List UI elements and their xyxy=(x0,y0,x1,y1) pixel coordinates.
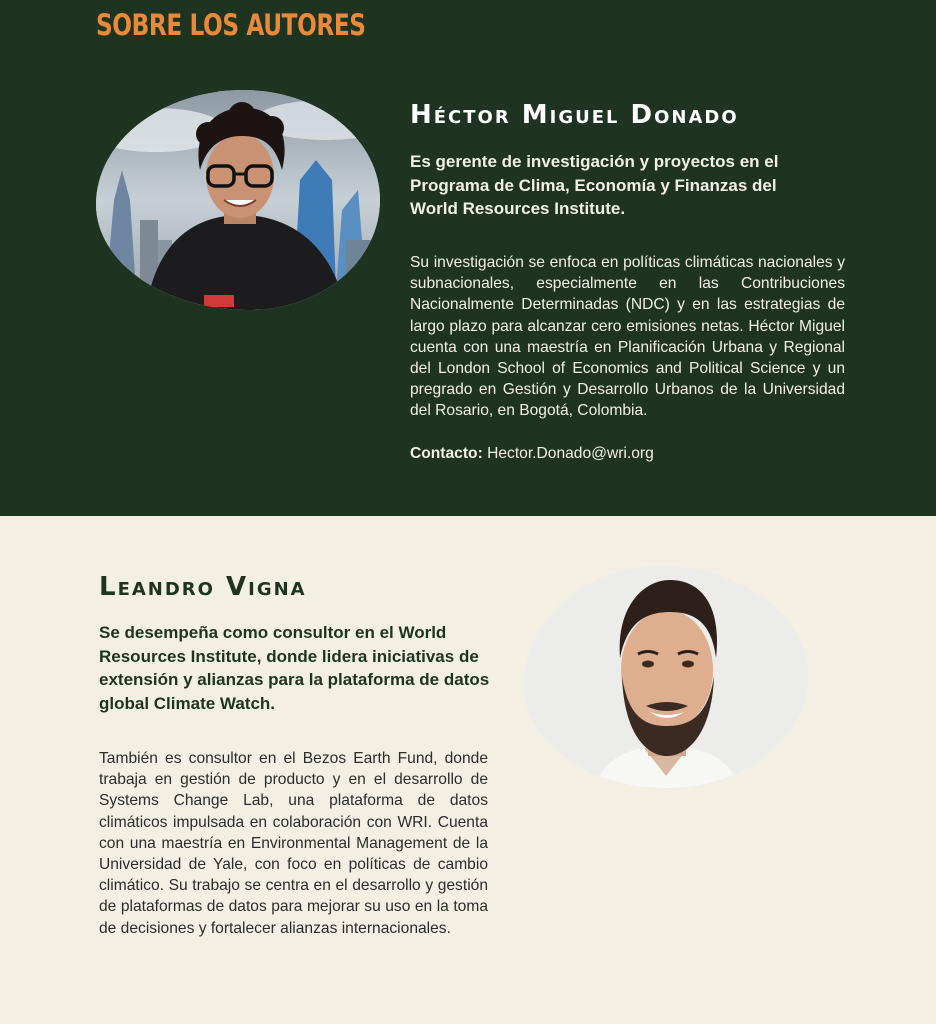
author-name: Leandro Vigna xyxy=(99,572,307,602)
author-name: Héctor Miguel Donado xyxy=(410,100,739,130)
author-lead: Es gerente de investigación y proyectos en el Programa de Clima, Economía y Finanzas del World Resources Institute. xyxy=(410,152,779,218)
contact-email-link[interactable]: Hector.Donado@wri.org xyxy=(487,445,654,462)
author-photo-leandro xyxy=(524,566,808,788)
section-title: SOBRE LOS AUTORES xyxy=(96,8,366,42)
author-contact xyxy=(410,443,654,464)
author-bio: También es consultor en el Bezos Earth Fund, donde trabaja en gestión de producto y en el desarrollo de Systems Change Lab, una plataforma de datos climáticos impulsada en colaboración con WRI. Cuenta con una maestría en Environmental Management de la Universidad de Yale, con foco en políticas de cambio climático. Su trabajo se centra en el desarrollo y gestión de plataformas de datos para mejorar su uso en la toma de decisiones y fortalecer alianzas internacionales. xyxy=(99,750,488,937)
contact-label: Contacto: xyxy=(410,445,483,462)
author-photo-hector xyxy=(96,90,380,310)
author-bio: Su investigación se enfoca en políticas climáticas nacionales y subnacionales, especialmente en las Contribuciones Nacionalmente Determinadas (NDC) y en las estrategias de largo plazo para alcanzar cero emisiones netas. Héctor Miguel cuenta con una maestría en Planificación Urbana y Regional del London School of Economics and Political Science y un pregrado en Gestión y Desarrollo Urbanos de la Universidad del Rosario, en Bogotá, Colombia. xyxy=(410,254,845,420)
portrait-photo-icon xyxy=(96,90,380,310)
portrait-photo-icon xyxy=(524,566,808,788)
author-lead: Se desempeña como consultor en el World Resources Institute, donde lidera iniciativas de extensión y alianzas para la plataforma de datos global Climate Watch. xyxy=(99,623,490,713)
